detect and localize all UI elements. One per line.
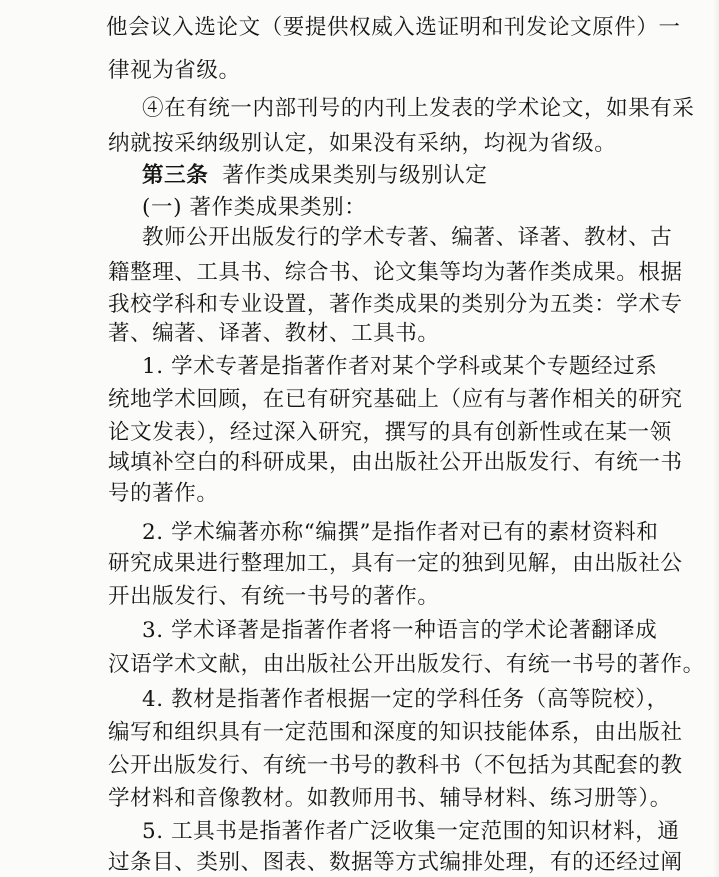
article-title: 著作类成果类别与级别认定 bbox=[222, 163, 488, 188]
text-line: 号的著作。 bbox=[108, 481, 219, 506]
text-line: 著、编著、译著、教材、工具书。 bbox=[108, 321, 440, 346]
text-line: 3. 学术译著是指著作者将一种语言的学术论著翻译成 bbox=[142, 618, 658, 643]
page-edge-shadow bbox=[713, 0, 719, 877]
text-line: 5. 工具书是指著作者广泛收集一定范围的知识材料，通 bbox=[142, 819, 680, 844]
text-line: 过条目、类别、图表、数据等方式编排处理，有的还经过阐 bbox=[108, 850, 683, 875]
section-heading: (一) 著作类成果类别： bbox=[142, 195, 367, 220]
text-line: ④在有统一内部刊号的内刊上发表的学术论文，如果有采 bbox=[142, 96, 695, 121]
text-line: 律视为省级。 bbox=[108, 58, 241, 83]
text-line: 域填补空白的科研成果，由出版社公开出版发行、有统一书 bbox=[108, 450, 683, 475]
text-line: 籍整理、工具书、综合书、论文集等均为著作类成果。根据 bbox=[108, 260, 683, 285]
text-line: 编写和组织具有一定范围和深度的知识技能体系，由出版社 bbox=[108, 720, 683, 745]
article-heading bbox=[142, 161, 488, 191]
text-line: 1. 学术专著是指著作者对某个学科或某个专题经过系 bbox=[142, 354, 658, 379]
text-line: 统地学术回顾，在已有研究基础上（应有与著作相关的研究 bbox=[108, 387, 683, 412]
text-line: 他会议入选论文（要提供权威入选证明和刊发论文原件）一 bbox=[106, 15, 681, 40]
text-line: 教师公开出版发行的学术专著、编著、译著、教材、古 bbox=[142, 225, 673, 250]
text-line: 我校学科和专业设置，著作类成果的类别分为五类：学术专 bbox=[108, 292, 683, 317]
text-line: 开出版发行、有统一书号的著作。 bbox=[108, 584, 440, 609]
text-line: 学材料和音像教材。如教师用书、辅导材料、练习册等）。 bbox=[108, 786, 672, 811]
article-number: 第三条 bbox=[142, 163, 209, 188]
text-line: 2. 学术编著亦称“编撰”是指作者对已有的素材资料和 bbox=[142, 520, 659, 545]
text-line: 4. 教材是指著作者根据一定的学科任务（高等院校）， bbox=[142, 687, 669, 712]
text-line: 论文发表），经过深入研究，撰写的具有创新性或在某一领 bbox=[108, 420, 672, 445]
text-line: 研究成果进行整理加工，具有一定的独到见解，由出版社公 bbox=[108, 551, 683, 576]
text-line: 汉语学术文献，由出版社公开出版发行、有统一书号的著作。 bbox=[108, 652, 705, 677]
text-line: 纳就按采纳级别认定，如果没有采纳，均视为省级。 bbox=[108, 131, 617, 156]
text-line: 公开出版发行、有统一书号的教科书（不包括为其配套的教 bbox=[108, 753, 683, 778]
